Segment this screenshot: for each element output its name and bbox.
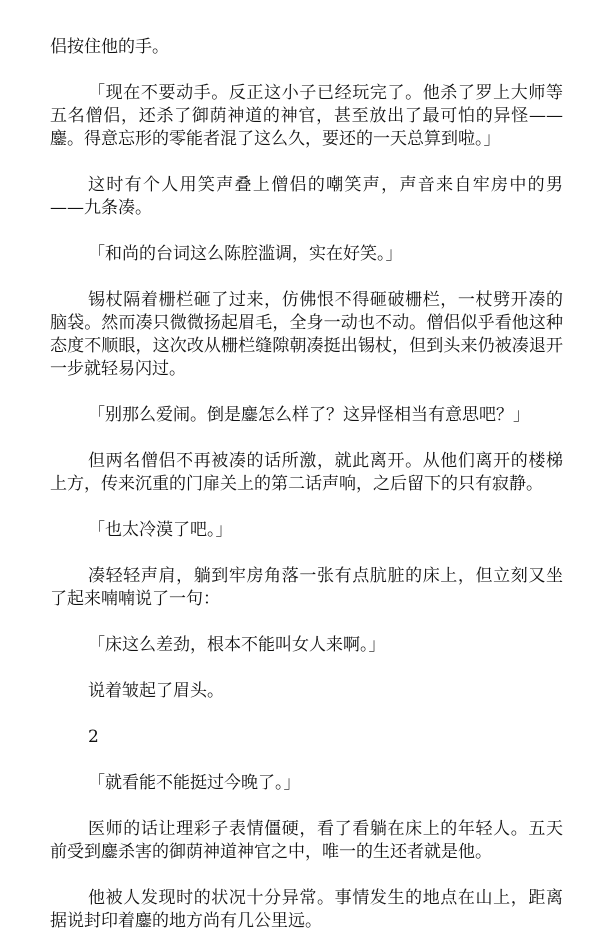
paragraph: 「也太冷漠了吧。」 xyxy=(88,520,233,540)
paragraph: 医师的话让理彩子表情僵硬，看了看躺在床上的年轻人。五天前受到鏖杀害的御荫神道神官之中，唯一的生还者就是他。 xyxy=(50,819,563,862)
paragraph: 「床这么差劲，根本不能叫女人来啊。」 xyxy=(88,635,386,655)
paragraph: 他被人发现时的状况十分异常。事情发生的地点在山上，距离据说封印着鏖的地方尚有几公里远。 xyxy=(50,888,563,931)
paragraph: 但两名僧侣不再被凑的话所激，就此离开。从他们离开的楼梯上方，传来沉重的门扉关上的第二话声响，之后留下的只有寂静。 xyxy=(50,451,563,494)
paragraph-gap xyxy=(50,220,563,243)
paragraph: 凑轻轻声肩，躺到牢房角落一张有点肮脏的床上，但立刻又坐了起来喃喃说了一句： xyxy=(50,566,563,609)
paragraph: 「和尚的台词这么陈腔滥调，实在好笑。」 xyxy=(88,244,403,264)
paragraph: 「就看能不能挺过今晚了。」 xyxy=(88,773,301,793)
paragraph-gap xyxy=(50,611,563,634)
paragraph-gap xyxy=(50,381,563,404)
paragraph: 侣按住他的手。 xyxy=(50,37,169,57)
paragraph-gap xyxy=(50,749,563,772)
paragraph-gap xyxy=(50,59,563,82)
paragraph-gap xyxy=(50,266,563,289)
paragraph-gap xyxy=(50,864,563,887)
paragraph-gap xyxy=(50,703,563,726)
paragraph-gap xyxy=(50,795,563,818)
paragraph: 锡杖隔着栅栏砸了过来，仿佛恨不得砸破栅栏，一杖劈开凑的脑袋。然而凑只微微扬起眉毛，全身一动也不动。僧侣似乎看他这种态度不顺眼，这次改从栅栏缝隙朝凑挺出锡杖，但到头来仍被凑退开一步就轻易闪过。 xyxy=(50,290,563,379)
paragraph: 说着皱起了眉头。 xyxy=(88,681,224,701)
document-body xyxy=(50,36,563,933)
paragraph: 「别那么爱闹。倒是鏖怎么样了？这异怪相当有意思吧？」 xyxy=(88,405,530,425)
paragraph-gap xyxy=(50,657,563,680)
paragraph-gap xyxy=(50,496,563,519)
section-number: 2 xyxy=(88,727,99,747)
paragraph-gap xyxy=(50,151,563,174)
paragraph-gap xyxy=(50,427,563,450)
paragraph: 这时有个人用笑声叠上僧侣的嘲笑声，声音来自牢房中的男——九条凑。 xyxy=(50,175,563,218)
paragraph: 「现在不要动手。反正这小子已经玩完了。他杀了罗上大师等五名僧侣，还杀了御荫神道的神官，甚至放出了最可怕的异怪——鏖。得意忘形的零能者混了这么久，要还的一天总算到啦。」 xyxy=(50,83,563,149)
paragraph-gap xyxy=(50,542,563,565)
